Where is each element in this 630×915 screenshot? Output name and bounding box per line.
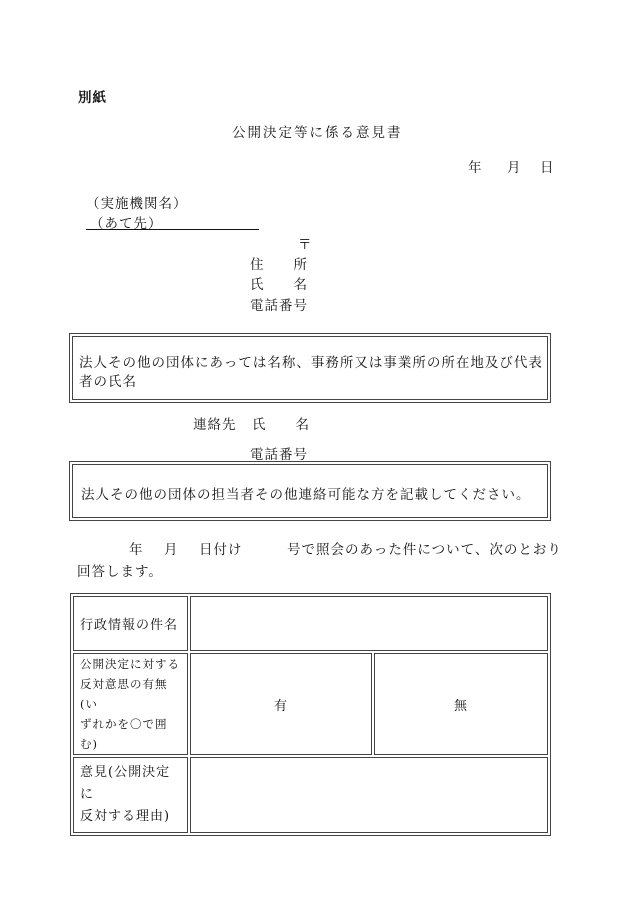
body-dated: 日付け (199, 542, 243, 558)
subject-label-cell: 行政情報の件名 (73, 596, 188, 651)
opinion-label-line1: 意見(公開決定に (80, 765, 171, 802)
opinion-label-cell (73, 757, 188, 833)
objection-label-line2: 反対意思の有無(い (80, 677, 168, 711)
addressee-underline (86, 229, 259, 230)
objection-label-line1: 公開決定に対する (80, 657, 180, 671)
organization-note-line1: 法人その他の団体にあっては名称、事務所又は事業所の所在地及び代表 (79, 355, 543, 371)
contact-note-box (72, 464, 548, 518)
body-line2: 回答します。 (77, 564, 163, 580)
opinion-label-line2: 反対する理由) (80, 809, 171, 824)
date-year: 年 (468, 160, 483, 176)
document-title: 公開決定等に係る意見書 (232, 125, 403, 141)
objection-label-line3: ずれかを〇で囲む) (80, 717, 168, 751)
organization-note-box (72, 336, 548, 400)
recipient-agency: （実施機関名） (86, 196, 188, 212)
body-month: 月 (164, 542, 179, 558)
phone-label: 電話番号 (250, 298, 308, 314)
date-day: 日 (540, 160, 555, 176)
body-year: 年 (129, 542, 144, 558)
recipient-addressee: （あて先） (90, 216, 163, 232)
opinion-form-table (70, 593, 551, 836)
table-row (73, 653, 548, 755)
name-label: 氏 名 (250, 277, 308, 293)
contact-label: 連絡先 (193, 417, 237, 433)
table-row (73, 757, 548, 833)
option-yes-cell[interactable]: 有 (190, 653, 372, 755)
contact-phone-label: 電話番号 (250, 447, 308, 463)
postal-mark: 〒 (298, 237, 313, 253)
organization-note-line2: 者の氏名 (79, 374, 137, 390)
subject-input-cell[interactable] (190, 596, 548, 651)
address-label: 住 所 (250, 257, 308, 273)
table-row (73, 596, 548, 651)
objection-label-cell (73, 653, 188, 755)
body-line1-rest: 号で照会のあった件について、次のとおり (287, 542, 562, 558)
opinion-input-cell[interactable] (190, 757, 548, 833)
contact-note-text: 法人その他の団体の担当者その他連絡可能な方を記載してください。 (81, 487, 531, 503)
attachment-label: 別紙 (78, 90, 107, 106)
contact-name-label: 氏 名 (252, 417, 310, 433)
date-month: 月 (507, 160, 522, 176)
option-no-cell[interactable]: 無 (374, 653, 548, 755)
